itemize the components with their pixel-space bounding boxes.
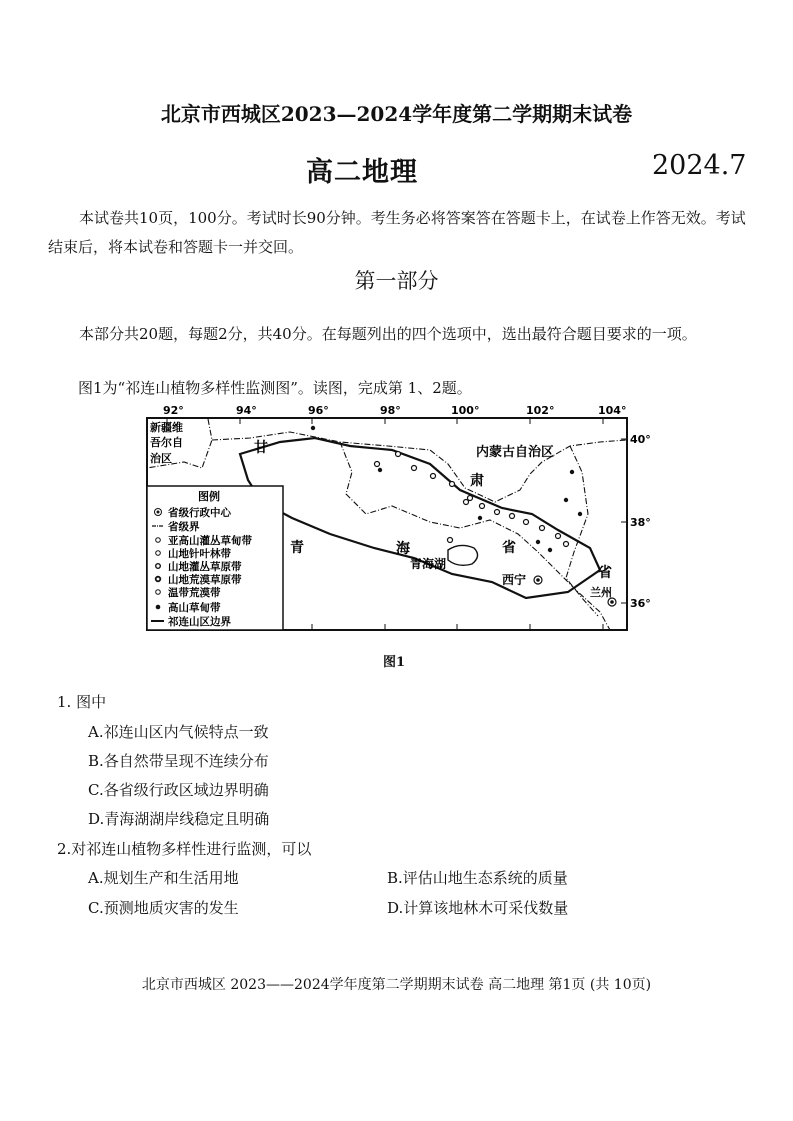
label-xining: 西宁	[502, 573, 527, 587]
question-2-option-b: B.评估山地生态系统的质量	[387, 869, 568, 887]
question-1-option-a: A.祁连山区内气候特点一致	[88, 723, 269, 741]
legend-symbol-conifer	[156, 551, 161, 556]
sample-points	[375, 452, 569, 547]
question-2-option-a: A.规划生产和生活用地	[88, 869, 239, 887]
exam-intro: 本试卷共10页，100分。考试时长90分钟。考生务必将答案答在答题卡上，在试卷上作答无效。考试结束后，将本试卷和答题卡一并交回。	[48, 209, 746, 256]
figure-caption: 图1	[383, 655, 406, 670]
part-title: 第一部分	[354, 269, 439, 293]
legend-symbol-desert-steppe	[156, 577, 161, 582]
lon-label-102: 102°	[526, 404, 555, 417]
label-su: 肃	[470, 473, 484, 489]
legend-symbol-temperate-desert	[156, 590, 161, 595]
label-sheng-1: 省	[502, 540, 516, 556]
sample-point	[570, 470, 574, 474]
figure-reference: 图1为“祁连山植物多样性监测图”。读图，完成第 1、2题。	[78, 379, 472, 397]
sample-point	[524, 520, 529, 525]
qilian-map	[130, 402, 670, 642]
sample-point	[396, 452, 401, 457]
label-xinjiang-3: 治区	[150, 452, 172, 465]
part-instructions: 本部分共20题，每题2分，共40分。在每题列出的四个选项中，选出最符合题目要求的一项。	[79, 325, 697, 343]
label-lanzhou: 兰州	[590, 586, 612, 599]
sample-point	[478, 516, 482, 520]
legend-item-province-boundary: 省级界	[168, 521, 200, 533]
question-1-option-c: C.各省级行政区域边界明确	[88, 781, 269, 799]
sample-point	[564, 498, 568, 502]
exam-title: 北京市西城区2023—2024学年度第二学期期末试卷	[160, 102, 633, 126]
sample-point	[464, 500, 469, 505]
sample-point	[495, 510, 500, 515]
sample-point	[468, 496, 473, 501]
sample-point	[448, 538, 453, 543]
subject-title: 高二地理	[306, 157, 418, 188]
map-legend	[147, 486, 283, 630]
label-qing: 青	[290, 540, 304, 556]
question-2-option-d: D.计算该地林木可采伐数量	[387, 899, 569, 917]
sample-point	[311, 426, 315, 430]
legend-item-shrub-steppe: 山地灌丛草原带	[168, 561, 242, 573]
exam-date: 2024.7	[652, 150, 747, 181]
legend-item-qilian-boundary: 祁连山区边界	[168, 616, 231, 628]
question-2-stem: 2.对祁连山植物多样性进行监测，可以	[57, 840, 312, 858]
lat-label-36: 36°	[630, 597, 651, 610]
legend-item-conifer: 山地针叶林带	[168, 548, 231, 560]
label-sheng-3: 省	[598, 565, 612, 581]
lon-label-94: 94°	[236, 404, 257, 417]
legend-symbol-alpine-meadow	[156, 605, 161, 610]
lon-label-104: 104°	[598, 404, 627, 417]
label-gan: 甘	[254, 440, 268, 456]
capital-xining	[534, 576, 542, 584]
qilian-boundary	[240, 438, 600, 598]
lon-label-92: 92°	[163, 404, 184, 417]
label-xinjiang-2: 吾尔自	[150, 436, 183, 449]
legend-symbol-subalpine	[156, 538, 161, 543]
sample-point	[540, 526, 545, 531]
legend-symbol-capital	[155, 509, 162, 516]
sample-point	[431, 474, 436, 479]
sample-point	[510, 514, 515, 519]
lon-label-96: 96°	[308, 404, 329, 417]
capital-lanzhou	[608, 598, 616, 606]
question-1-option-b: B.各自然带呈现不连续分布	[88, 752, 269, 770]
lon-label-100: 100°	[451, 404, 480, 417]
legend-item-temperate-desert: 温带荒漠带	[168, 587, 221, 599]
lat-label-40: 40°	[630, 433, 651, 446]
lat-label-38: 38°	[630, 516, 651, 529]
lon-label-98: 98°	[380, 404, 401, 417]
sample-point	[412, 466, 417, 471]
sample-point	[578, 512, 582, 516]
sample-point	[450, 482, 455, 487]
sample-point	[378, 468, 382, 472]
label-neimenggu: 内蒙古自治区	[476, 445, 555, 460]
sample-point	[375, 462, 380, 467]
sample-point	[548, 548, 552, 552]
label-hai: 海	[396, 541, 410, 557]
label-xinjiang-1: 新疆维	[150, 421, 183, 434]
sample-point	[564, 542, 569, 547]
legend-item-desert-steppe: 山地荒漠草原带	[168, 574, 242, 586]
label-qinghai-lake: 青海湖	[410, 557, 447, 571]
question-1-stem: 1. 图中	[57, 693, 107, 711]
legend-item-subalpine: 亚高山灌丛草甸带	[168, 535, 252, 547]
question-1-option-d: D.青海湖湖岸线稳定且明确	[88, 810, 270, 828]
sample-point	[536, 540, 540, 544]
legend-title: 图例	[198, 490, 220, 503]
legend-item-alpine-meadow: 高山草甸带	[168, 602, 221, 614]
page-footer: 北京市西城区 2023——2024学年度第二学期期末试卷 高二地理 第1页 (共 10页)	[141, 977, 652, 993]
legend-symbol-shrub-steppe	[156, 564, 161, 569]
legend-item-capital: 省级行政中心	[168, 507, 231, 519]
sample-point	[556, 534, 561, 539]
sample-point	[480, 504, 485, 509]
qinghai-lake	[448, 545, 478, 565]
question-2-option-c: C.预测地质灾害的发生	[88, 899, 239, 917]
